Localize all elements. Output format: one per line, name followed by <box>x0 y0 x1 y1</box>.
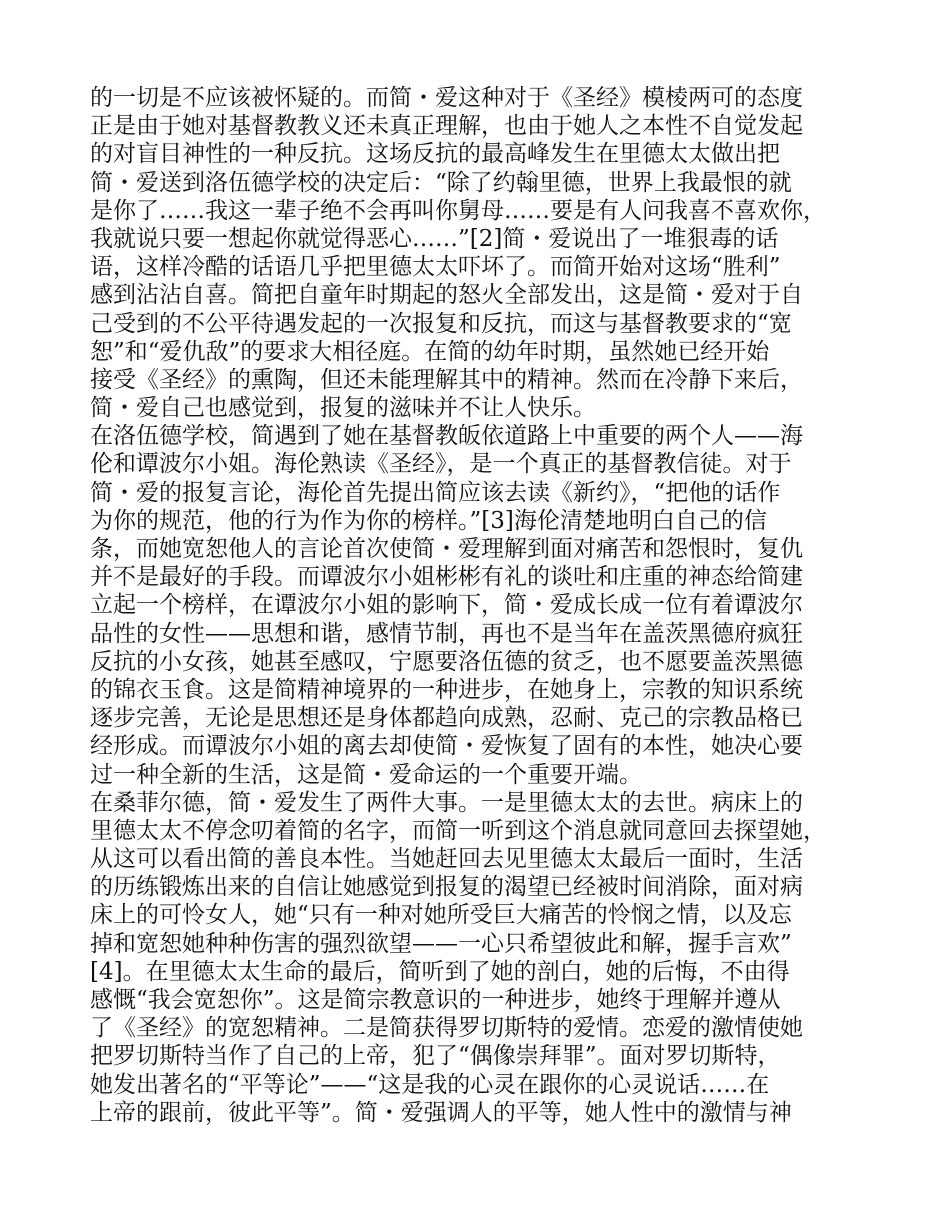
text-line: 的对盲目神性的一种反抗。这场反抗的最高峰发生在里德太太做出把 <box>90 141 780 168</box>
text-line: 己受到的不公平待遇发起的一次报复和反抗，而这与基督教要求的“宽 <box>90 310 792 337</box>
text-line: 掉和宽恕她种种伤害的强烈欲望——一心只希望彼此和解，握手言欢” <box>90 930 792 957</box>
text-line: 我就说只要一想起你就觉得恶心……”[2]简・爱说出了一堆狠毒的话 <box>90 225 779 252</box>
text-line: 简・爱自己也感觉到，报复的滋味并不让人快乐。 <box>90 395 596 422</box>
text-line: 在桑菲尔德，简・爱发生了两件大事。一是里德太太的去世。病床上的 <box>90 789 803 816</box>
text-line: 是你了……我这一辈子绝不会再叫你舅母……要是有人问我喜不喜欢你， <box>90 197 826 224</box>
text-line: 经形成。而谭波尔小姐的离去却使简・爱恢复了固有的本性，她决心要 <box>90 733 803 760</box>
text-line: 立起一个榜样，在谭波尔小姐的影响下，简・爱成长成一位有着谭波尔 <box>90 592 803 619</box>
text-line: 床上的可怜女人，她“只有一种对她所受巨大痛苦的怜悯之情，以及忘 <box>90 902 792 929</box>
text-line: 为你的规范，他的行为作为你的榜样。”[3]海伦清楚地明白自己的信 <box>90 507 767 534</box>
text-line: 她发出著名的“平等论”——“这是我的心灵在跟你的心灵说话……在 <box>90 1071 770 1098</box>
text-line: 伦和谭波尔小姐。海伦熟读《圣经》，是一个真正的基督教信徒。对于 <box>90 451 792 478</box>
text-line: 上帝的跟前，彼此平等”。简・爱强调人的平等，她人性中的激情与神 <box>90 1099 792 1126</box>
text-line: 正是由于她对基督教教义还未真正理解，也由于她人之本性不自觉发起 <box>90 113 803 140</box>
text-line: 简・爱送到洛伍德学校的决定后：“除了约翰里德，世界上我最恨的就 <box>90 169 792 196</box>
text-line: 感到沾沾自喜。简把自童年时期起的怒火全部发出，这是简・爱对于自 <box>90 282 803 309</box>
text-line: 的历练锻炼出来的自信让她感觉到报复的渴望已经被时间消除，面对病 <box>90 874 803 901</box>
text-line: [4]。在里德太太生命的最后，简听到了她的剖白，她的后悔，不由得 <box>90 958 790 985</box>
text-line: 感慨“我会宽恕你”。这是简宗教意识的一种进步，她终于理解并遵从 <box>90 987 781 1013</box>
text-line: 从这可以看出简的善良本性。当她赶回去见里德太太最后一面时，生活 <box>90 846 803 873</box>
text-line: 在洛伍德学校，简遇到了她在基督教皈依道路上中重要的两个人——海 <box>90 423 803 450</box>
text-line: 逐步完善，无论是思想还是身体都趋向成熟，忍耐、克己的宗教品格已 <box>90 705 803 732</box>
text-line: 品性的女性——思想和谐，感情节制，再也不是当年在盖茨黑德府疯狂 <box>90 620 803 647</box>
text-line: 接受《圣经》的熏陶，但还未能理解其中的精神。然而在冷静下来后， <box>90 366 803 393</box>
text-line: 条，而她宽恕他人的言论首次使简・爱理解到面对痛苦和怨恨时，复仇 <box>90 536 803 562</box>
body-text <box>90 84 880 1127</box>
text-line: 的一切是不应该被怀疑的。而简・爱这种对于《圣经》模棱两可的态度 <box>90 85 803 111</box>
text-line: 并不是最好的手段。而谭波尔小姐彬彬有礼的谈吐和庄重的神态给简建 <box>90 564 803 591</box>
text-line: 语，这样冷酷的话语几乎把里德太太吓坏了。而简开始对这场“胜利” <box>90 254 781 281</box>
text-line: 了《圣经》的宽恕精神。二是简获得罗切斯特的爱情。恋爱的激情使她 <box>90 1015 803 1042</box>
text-line: 简・爱的报复言论，海伦首先提出简应该去读《新约》，“把他的话作 <box>90 479 781 506</box>
text-line: 的锦衣玉食。这是简精神境界的一种进步，在她身上，宗教的知识系统 <box>90 676 803 703</box>
text-line: 反抗的小女孩，她甚至感叹，宁愿要洛伍德的贫乏，也不愿要盖茨黑德 <box>90 648 803 675</box>
text-line: 恕”和“爱仇敌”的要求大相径庭。在简的幼年时期，虽然她已经开始 <box>90 338 770 365</box>
text-line: 过一种全新的生活，这是简・爱命运的一个重要开端。 <box>90 761 642 788</box>
text-line: 把罗切斯特当作了自己的上帝，犯了“偶像崇拜罪”。面对罗切斯特， <box>90 1043 781 1070</box>
text-line: 里德太太不停念叨着简的名字，而简一听到这个消息就同意回去探望她， <box>90 817 826 844</box>
